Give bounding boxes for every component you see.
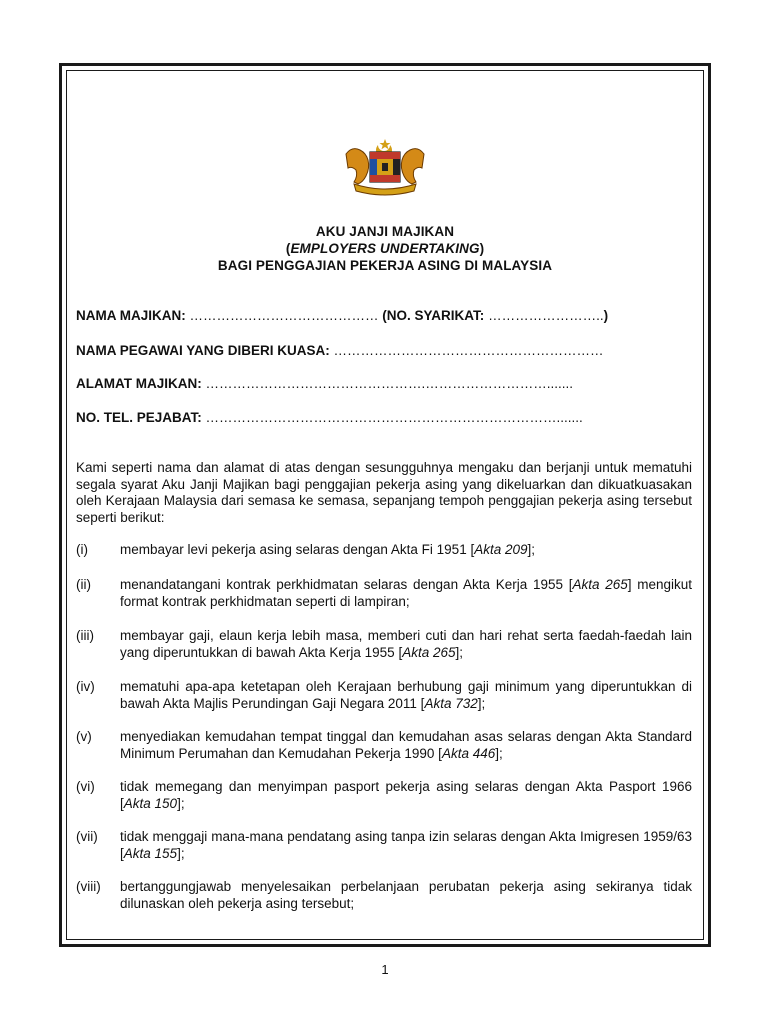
authorized-officer-blank[interactable]: …………………………………………………… xyxy=(333,343,604,358)
act-reference: Akta 209 xyxy=(474,542,528,557)
list-item-number: (iv) xyxy=(76,679,95,694)
office-phone-blank[interactable]: ……………………………………………………………………....... xyxy=(205,410,583,425)
act-reference: Akta 155 xyxy=(123,845,178,861)
list-item-number: (iii) xyxy=(76,628,94,643)
list-item-text: menyediakan kemudahan tempat tinggal dan kemudahan asas selaras dengan Akta Standard Minimum Perumahan dan Kemudahan Pekerja 1990 [Akta 446]; xyxy=(120,729,692,761)
list-item-text: membayar gaji, elaun kerja lebih masa, memberi cuti dan hari rehat serta faedah-faedah lain yang diperuntukkan di bawah Akta Kerja 1955 [Akta 265]; xyxy=(120,628,692,660)
list-item-text: bertanggungjawab menyelesaikan perbelanjaan perubatan pekerja asing sekiranya tidak dilunaskan oleh pekerja asing tersebut; xyxy=(120,879,692,911)
intro-paragraph: Kami seperti nama dan alamat di atas dengan sesungguhnya mengaku dan berjanji untuk mematuhi segala syarat Aku Janji Majikan bagi penggajian pekerja asing yang dikeluarkan dan dikuatkuasakan oleh Kerajaan Malaysia dari semasa ke semasa, sepanjang tempoh penggajian pekerja asing tersebut seperti berikut: xyxy=(76,460,692,525)
list-item-text: menandatangani kontrak perkhidmatan selaras dengan Akta Kerja 1955 [Akta 265] mengikut format kontrak perkhidmatan seperti di lampiran; xyxy=(120,577,693,609)
employer-address-label: ALAMAT MAJIKAN: xyxy=(76,376,202,391)
list-item-number: (i) xyxy=(76,542,88,557)
list-item-text: tidak memegang dan menyimpan pasport pekerja asing selaras dengan Akta Pasport 1966 [Akta 150]; xyxy=(120,779,692,811)
list-item-number: (ii) xyxy=(76,577,91,592)
employer-address-blank[interactable]: ………………………………………….………………………....... xyxy=(205,376,574,391)
office-phone-field[interactable] xyxy=(76,410,694,425)
list-item-text: membayar levi pekerja asing selaras dengan Akta Fi 1951 [Akta 209]; xyxy=(120,542,536,557)
act-reference: Akta 265 xyxy=(402,644,456,660)
list-item-number: (v) xyxy=(76,729,92,744)
form-heading: BAGI PENGGAJIAN PEKERJA ASING DI MALAYSIA xyxy=(217,258,553,273)
form-subtitle-english: (EMPLOYERS UNDERTAKING) xyxy=(285,241,485,256)
authorized-officer-label: NAMA PEGAWAI YANG DIBERI KUASA: xyxy=(76,343,330,358)
employer-address-field[interactable] xyxy=(76,376,694,391)
act-reference: Akta 150 xyxy=(123,795,178,811)
company-number-blank[interactable]: …………………….. xyxy=(488,308,604,323)
act-reference: Akta 265 xyxy=(572,577,628,592)
act-reference: Akta 732 xyxy=(424,695,478,711)
act-reference: Akta 446 xyxy=(441,745,496,761)
company-number-label: (NO. SYARIKAT: xyxy=(382,308,485,323)
authorized-officer-field[interactable] xyxy=(76,343,694,358)
list-item-number: (vi) xyxy=(76,779,95,794)
employer-name-field[interactable]: NAMA MAJIKAN: …………………………………… (NO. SYARIKAT: ……………………..) xyxy=(76,308,609,323)
list-item-number: (vii) xyxy=(76,829,98,844)
malaysia-coat-of-arms-icon xyxy=(340,136,430,196)
employer-name-label: NAMA MAJIKAN: xyxy=(76,308,186,323)
page-number: 1 xyxy=(381,962,389,977)
employer-name-blank[interactable]: …………………………………… xyxy=(189,308,379,323)
list-item-text: mematuhi apa-apa ketetapan oleh Kerajaan berhubung gaji minimum yang diperuntukkan di bawah Akta Majlis Perundingan Gaji Negara 2011 [Akta 732]; xyxy=(120,679,692,711)
office-phone-label: NO. TEL. PEJABAT: xyxy=(76,410,202,425)
form-title: AKU JANJI MAJIKAN xyxy=(315,224,455,239)
list-item-text: tidak menggaji mana-mana pendatang asing tanpa izin selaras dengan Akta Imigresen 1959/63 [Akta 155]; xyxy=(120,829,692,861)
list-item-number: (viii) xyxy=(76,879,101,894)
